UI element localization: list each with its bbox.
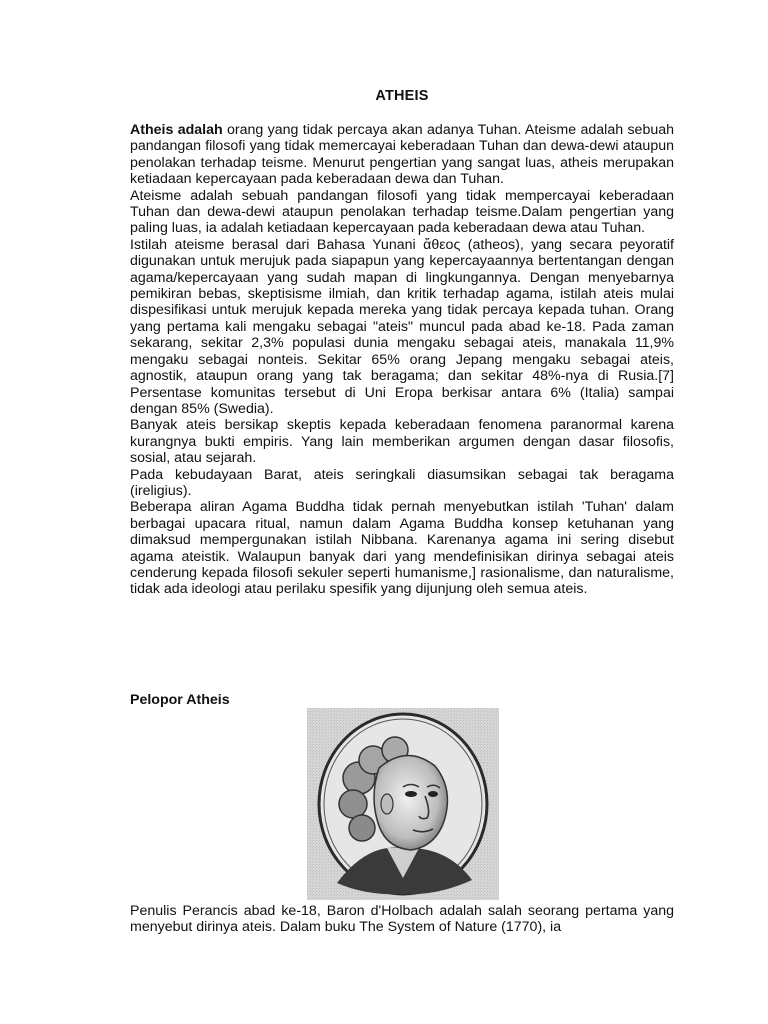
- portrait-illustration: [307, 708, 499, 900]
- closing-paragraph: Penulis Perancis abad ke-18, Baron d'Holbach adalah salah seorang pertama yang menyebut dirinya ateis. Dalam buku The System of Nature (1770), ia: [130, 903, 674, 936]
- paragraph-1: [130, 122, 674, 188]
- body-text: [130, 122, 674, 598]
- closing-text: [130, 903, 674, 936]
- paragraph-4: Banyak ateis bersikap skeptis kepada keberadaan fenomena paranormal karena kurangnya bukti empiris. Yang lain memberikan argumen dengan dasar filosofis, sosial, atau sejarah.: [130, 417, 674, 467]
- document-title: ATHEIS: [375, 88, 429, 104]
- paragraph-3: Istilah ateisme berasal dari Bahasa Yunani ἄθεος (atheos), yang secara peyoratif digunakan untuk merujuk pada siapapun yang kepercayaannya bertentangan dengan agama/kepercayaan yang sudah mapan di lingkungannya. Dengan menyebarnya pemikiran bebas, skeptisisme ilmiah, dan kritik terhadap agama, istilah ateis mulai dispesifikasi untuk merujuk kepada mereka yang tidak percaya kepada tuhan. Orang yang pertama kali mengaku sebagai "ateis" muncul pada abad ke-18. Pada zaman sekarang, sekitar 2,3% populasi dunia mengaku sebagai ateis, manakala 11,9% mengaku sebagai nonteis. Sekitar 65% orang Jepang mengaku sebagai ateis, agnostik, ataupun orang yang tak beragama; dan sekitar 48%-nya di Rusia.[7] Persentase komunitas tersebut di Uni Eropa berkisar antara 6% (Italia) sampai dengan 85% (Swedia).: [130, 236, 674, 417]
- section-heading: Pelopor Atheis: [130, 692, 230, 708]
- paragraph-6: Beberapa aliran Agama Buddha tidak pernah menyebutkan istilah 'Tuhan' dalam berbagai upacara ritual, namun dalam Agama Buddha konsep ketuhanan yang dimaksud mempergunakan istilah Nibbana. Karenanya agama ini sering disebut agama ateistik. Walaupun banyak dari yang mendefinisikan dirinya sebagai ateis cenderung kepada filosofi sekuler seperti humanisme,] rasionalisme, dan naturalisme, tidak ada ideologi atau perilaku spesifik yang dijunjung oleh semua ateis.: [130, 499, 674, 598]
- paragraph-2: Ateisme adalah sebuah pandangan filosofi yang tidak mempercayai keberadaan Tuhan dan dewa-dewi ataupun penolakan terhadap teisme.Dalam pengertian yang paling luas, ia adalah ketiadaan kepercayaan pada keberadaan dewa atau Tuhan.: [130, 187, 674, 237]
- portrait-image: [307, 708, 499, 900]
- paragraph-5: Pada kebudayaan Barat, ateis seringkali diasumsikan sebagai tak beragama (ireligius).: [130, 466, 674, 499]
- lead-term: Atheis adalah: [130, 122, 223, 138]
- document-page: [130, 0, 674, 1024]
- paragraph-1-text: orang yang tidak percaya akan adanya Tuhan. Ateisme adalah sebuah pandangan filosofi yang tidak memercayai keberadaan Tuhan dan dewa-dewi ataupun penolakan terhadap teisme. Menurut pengertian yang sangat luas, atheis merupakan ketiadaan kepercayaan pada keberadaan dewa dan Tuhan.: [130, 122, 675, 188]
